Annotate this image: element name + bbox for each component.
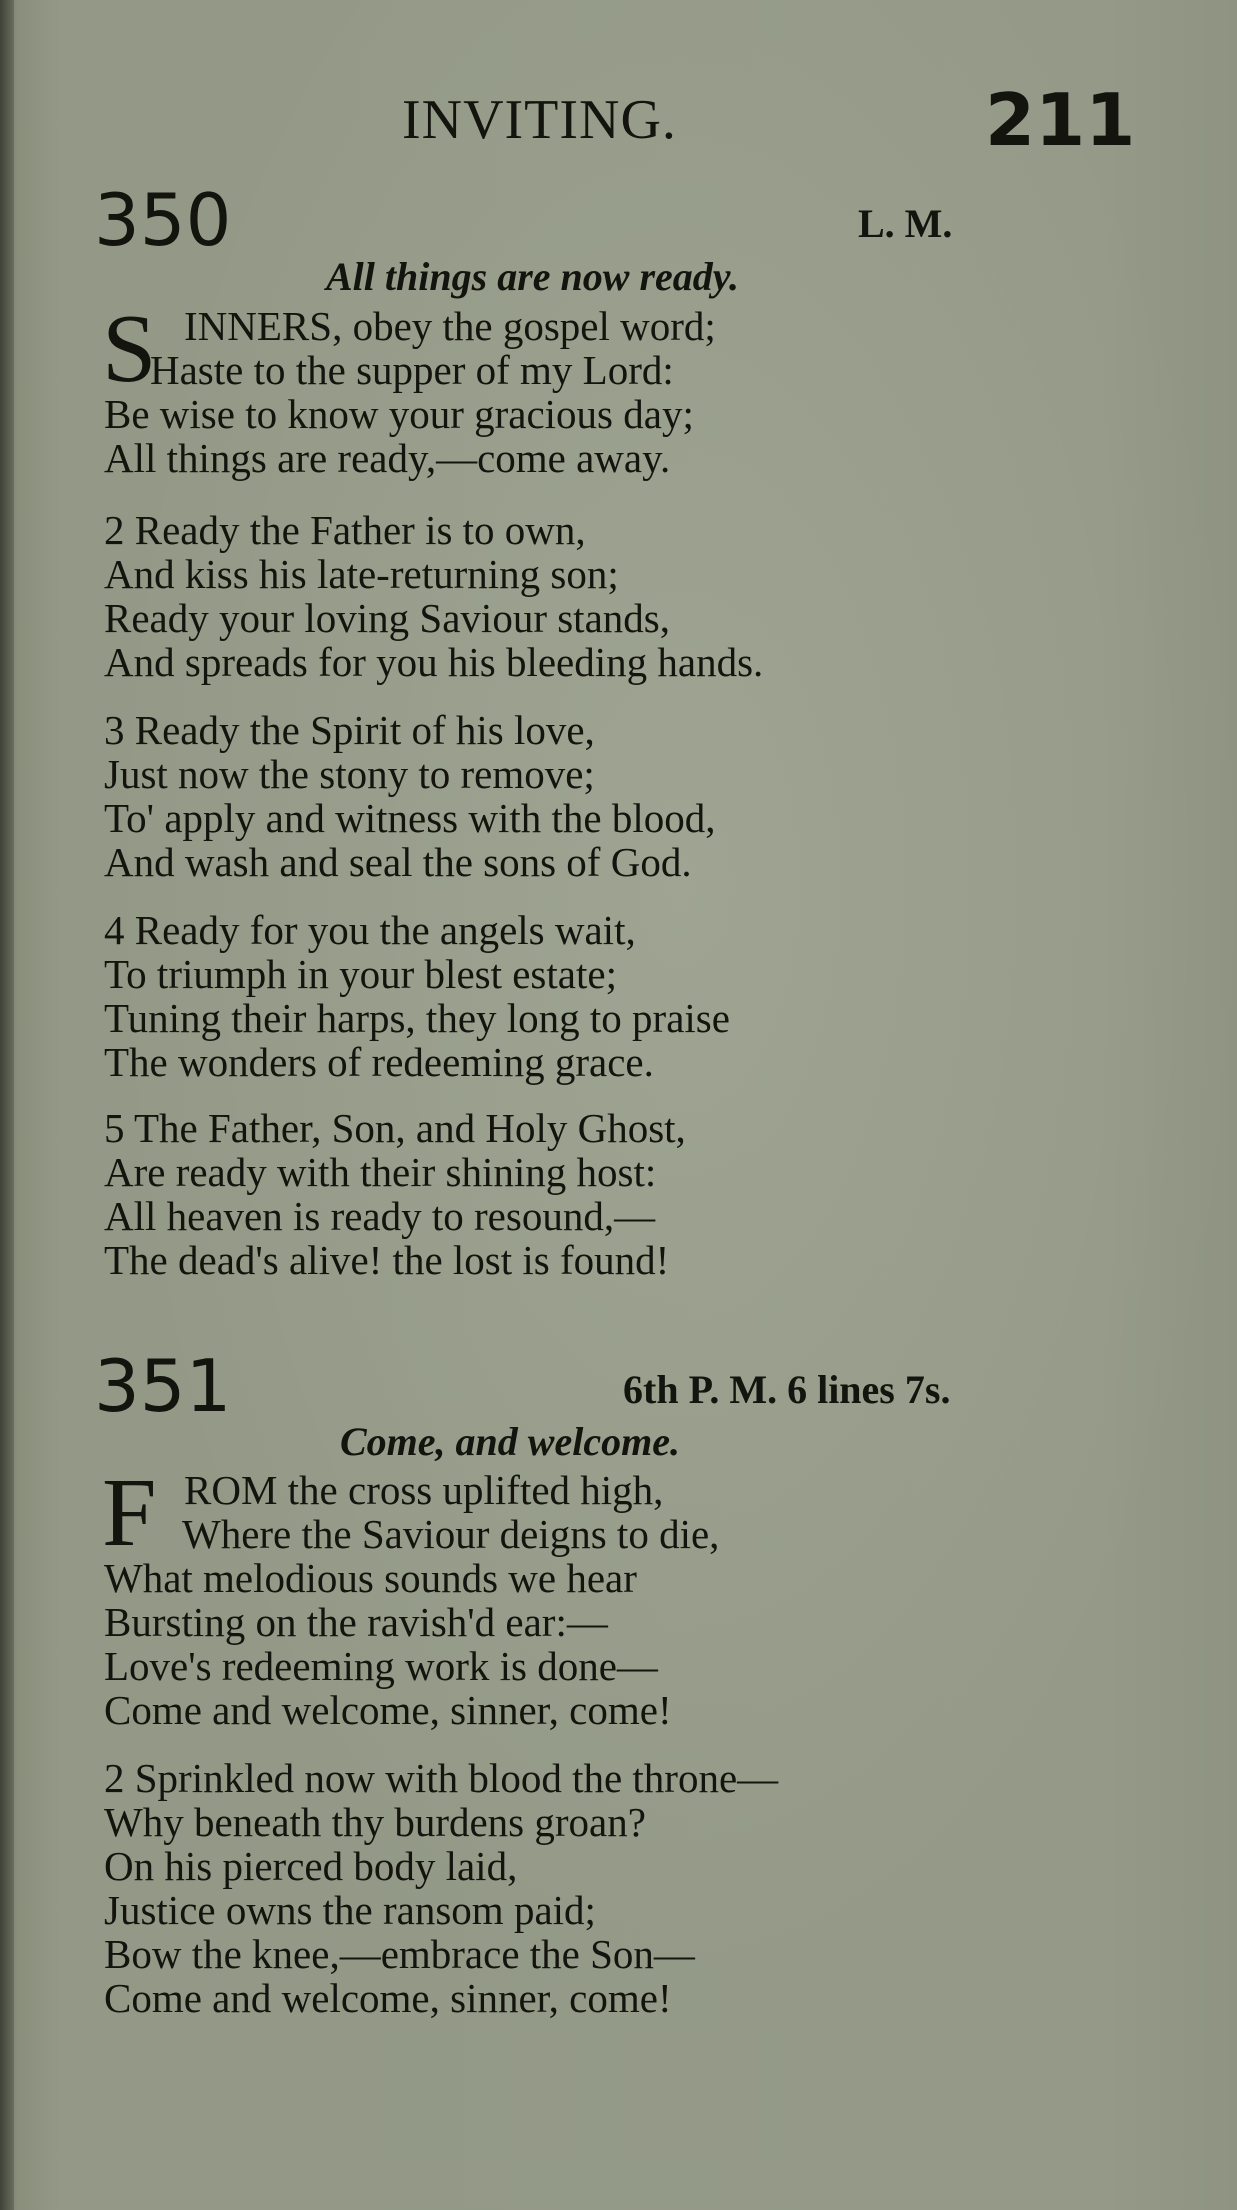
verse-line: Why beneath thy burdens groan? [104,1799,646,1845]
verse-line: On his pierced body laid, [104,1843,518,1889]
verse-line: And spreads for you his bleeding hands. [104,639,764,685]
stanza [104,908,730,1084]
verse-line: Just now the stony to remove; [104,751,595,797]
verse-line: INNERS, obey the gospel word; [184,303,716,349]
verse-line: 5 The Father, Son, and Holy Ghost, [104,1105,686,1151]
stanza [104,508,763,684]
verse-line: Ready your loving Saviour stands, [104,595,670,641]
hymn-subtitle: Come, and welcome. [340,1419,680,1464]
stanza [104,708,715,884]
stanza [104,1756,778,2020]
verse-line: Bow the knee,—embrace the Son— [104,1931,695,1977]
verse-line: 3 Ready the Spirit of his love, [104,707,595,753]
drop-cap-letter: S [102,295,157,403]
verse-line: Are ready with their shining host: [104,1149,657,1195]
hymn-subtitle: All things are now ready. [326,254,740,299]
hymn-number: 351 [94,1344,232,1428]
verse-line: What melodious sounds we hear [104,1555,637,1601]
verse-line: To' apply and witness with the blood, [104,795,716,841]
verse-line: The wonders of redeeming grace. [104,1039,654,1085]
drop-cap-letter: F [102,1459,157,1567]
verse-line: All heaven is ready to resound,— [104,1193,656,1239]
running-header: INVITING. [402,89,677,151]
verse-line: The dead's alive! the lost is found! [104,1237,670,1283]
verse-line: Love's redeeming work is done— [104,1643,658,1689]
page-number: 211 [985,78,1136,162]
verse-line: To triumph in your blest estate; [104,951,617,997]
verse-line: And kiss his late-returning son; [104,551,619,597]
verse-line: 4 Ready for you the angels wait, [104,907,636,953]
verse-line: All things are ready,—come away. [104,435,671,481]
verse-line: Be wise to know your gracious day; [104,391,694,437]
verse-line: 2 Ready the Father is to own, [104,507,586,553]
verse-line: Haste to the supper of my Lord: [150,347,674,393]
verse-line: Tuning their harps, they long to praise [104,995,730,1041]
stanza [104,1106,686,1282]
hymn-meter: L. M. [858,201,953,246]
hymn-number: 350 [94,178,232,262]
verse-line: ROM the cross uplifted high, [184,1467,664,1513]
verse-line: Bursting on the ravish'd ear:— [104,1599,608,1645]
verse-line: 2 Sprinkled now with blood the throne— [104,1755,779,1801]
verse-line: Where the Saviour deigns to die, [182,1511,720,1557]
stanza [104,304,716,480]
hymn-meter: 6th P. M. 6 lines 7s. [623,1367,951,1412]
verse-line: Come and welcome, sinner, come! [104,1687,672,1733]
verse-line: And wash and seal the sons of God. [104,839,692,885]
page-gutter [0,0,14,2210]
verse-line: Come and welcome, sinner, come! [104,1975,672,2021]
verse-line: Justice owns the ransom paid; [104,1887,596,1933]
stanza [104,1468,719,1732]
